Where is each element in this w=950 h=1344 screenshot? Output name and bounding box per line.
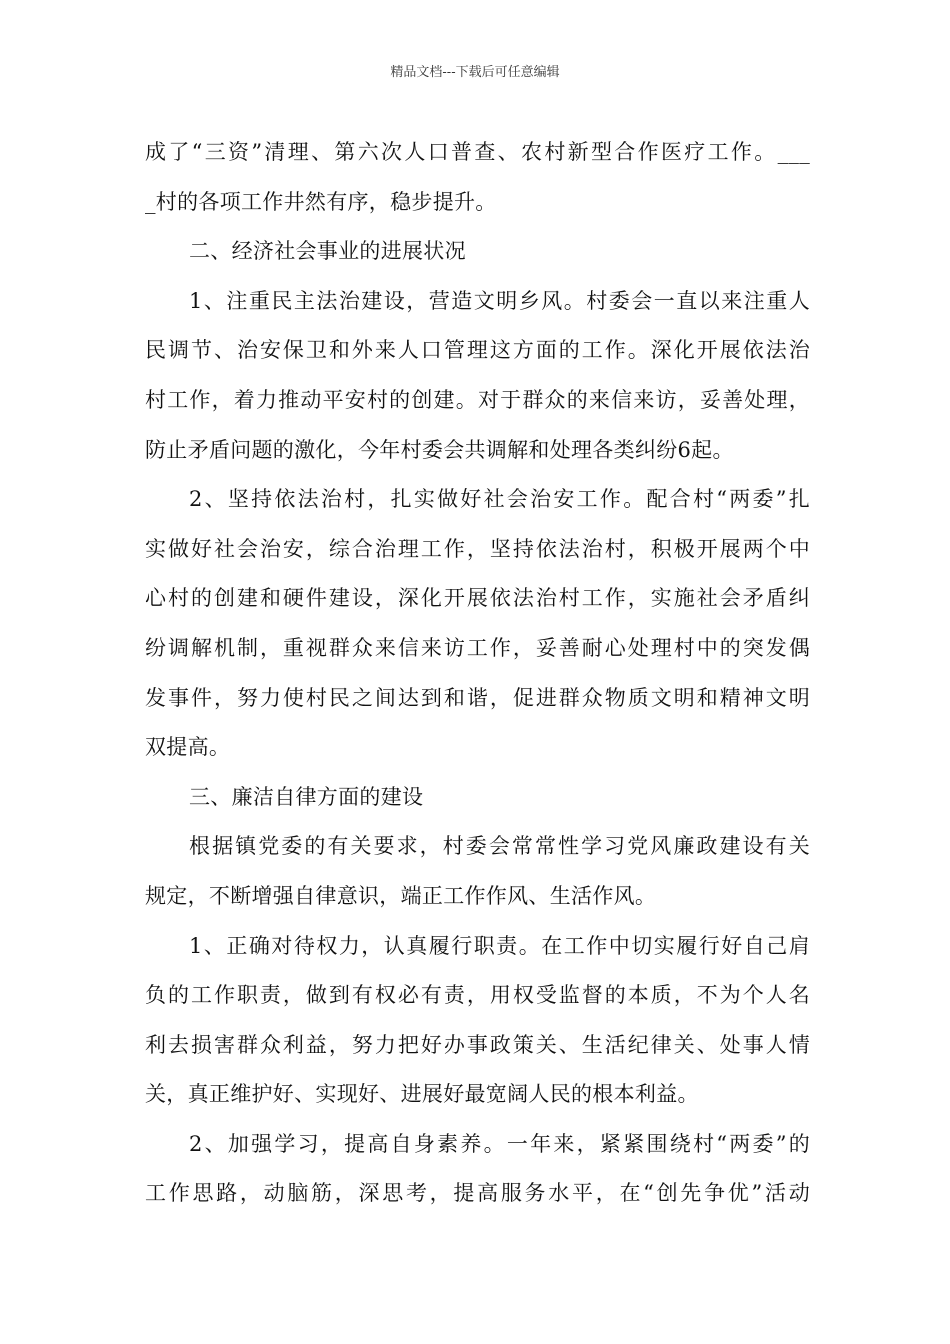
text-line: 1、注重民主法治建设，营造文明乡风。村委会一直以来注重人 bbox=[189, 288, 810, 313]
text-line: 1、正确对待权力，认真履行职责。在工作中切实履行好自己肩 bbox=[189, 933, 810, 958]
text-line: 纷调解机制，重视群众来信来访工作，妥善耐心处理村中的突发偶 bbox=[145, 635, 810, 660]
text-line: 二、经济社会事业的进展状况 bbox=[189, 239, 466, 264]
text-line: 利去损害群众利益，努力把好办事政策关、生活纪律关、处事人情 bbox=[145, 1032, 810, 1057]
text-line: 实做好社会治安，综合治理工作，坚持依法治村，积极开展两个中 bbox=[145, 536, 810, 561]
text-line: 三、廉洁自律方面的建设 bbox=[189, 784, 424, 809]
text-line: _村的各项工作井然有序，稳步提升。 bbox=[145, 189, 497, 214]
text-line: 民调节、治安保卫和外来人口管理这方面的工作。深化开展依法治 bbox=[145, 338, 810, 363]
text-line: 防止矛盾问题的激化，今年村委会共调解和处理各类纠纷6起。 bbox=[145, 437, 734, 462]
text-line: 2、加强学习，提高自身素养。一年来，紧紧围绕村“两委”的 bbox=[189, 1131, 810, 1156]
text-line: 成了“三资”清理、第六次人口普查、农村新型合作医疗工作。___ bbox=[145, 140, 810, 164]
text-line: 工作思路，动脑筋，深思考，提高服务水平，在“创先争优”活动 bbox=[145, 1181, 810, 1206]
text-line: 规定，不断增强自律意识，端正工作作风、生活作风。 bbox=[145, 883, 657, 908]
text-line: 2、坚持依法治村，扎实做好社会治安工作。配合村“两委”扎 bbox=[189, 487, 810, 512]
text-line: 负的工作职责，做到有权必有责，用权受监督的本质，不为个人名 bbox=[145, 983, 810, 1008]
text-line: 根据镇党委的有关要求，村委会常常性学习党风廉政建设有关 bbox=[189, 834, 810, 859]
document-body bbox=[145, 128, 810, 1219]
page-header: 精品文档---下载后可任意编辑 bbox=[390, 65, 560, 80]
text-line: 关，真正维护好、实现好、进展好最宽阔人民的根本利益。 bbox=[145, 1082, 699, 1107]
text-line: 心村的创建和硬件建设，深化开展依法治村工作，实施社会矛盾纠 bbox=[145, 586, 810, 611]
text-line: 双提高。 bbox=[145, 735, 231, 760]
text-line: 发事件，努力使村民之间达到和谐，促进群众物质文明和精神文明 bbox=[145, 685, 810, 710]
text-line: 村工作，着力推动平安村的创建。对于群众的来信来访，妥善处理， bbox=[145, 387, 810, 412]
